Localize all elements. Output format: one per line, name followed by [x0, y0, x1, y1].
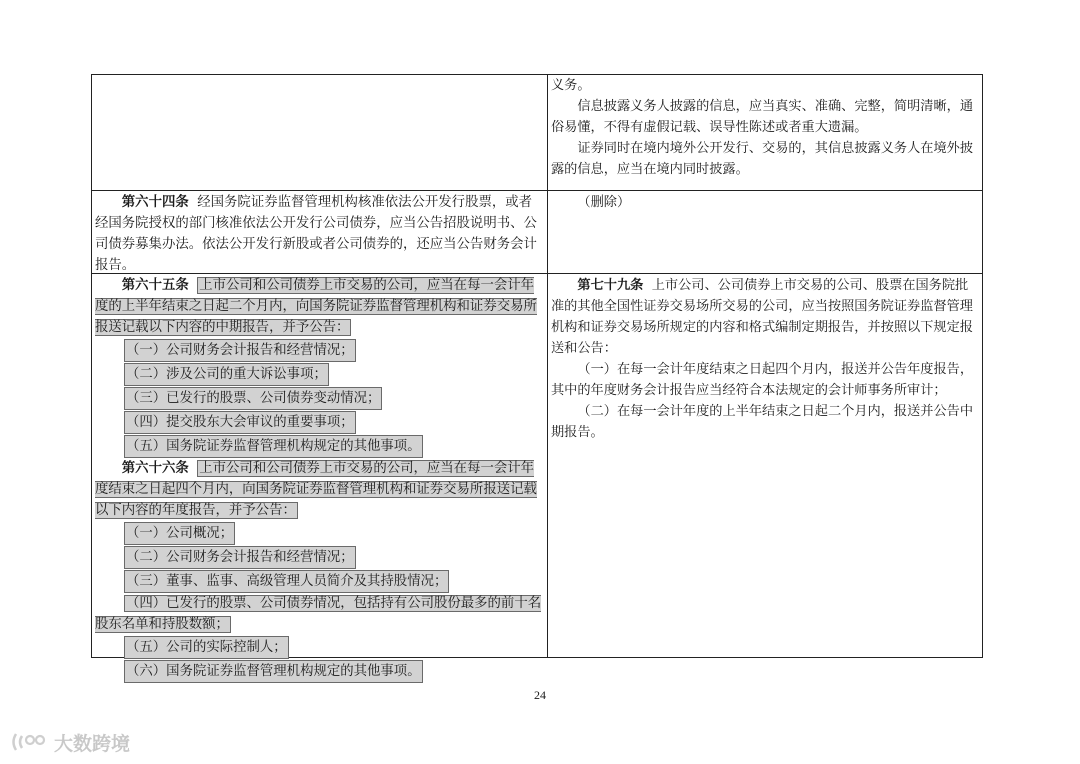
article-79-title: 第七十九条	[577, 278, 644, 293]
right-top-cell	[549, 75, 981, 180]
deleted-cell	[549, 192, 981, 213]
watermark	[10, 728, 130, 756]
article-66-item-2: （二）公司财务会计报告和经营情况；	[124, 546, 356, 569]
article-64-text	[95, 192, 543, 276]
watermark-logo-icon	[10, 730, 50, 754]
continuation-text: 义务。	[551, 78, 591, 93]
article-65-item-4: （四）提交股东大会审议的重要事项；	[124, 411, 356, 434]
article-64-title: 第六十四条	[121, 194, 189, 210]
article-66-item-5: （五）公司的实际控制人；	[124, 636, 289, 659]
watermark-text: 大数跨境	[54, 732, 131, 755]
article-65-item-5: （五）国务院证券监督管理机构规定的其他事项。	[124, 435, 423, 458]
article-66-item-1: （一）公司概况；	[124, 522, 235, 545]
article-65-item-1: （一）公司财务会计报告和经营情况；	[124, 339, 356, 362]
article-65-item-3: （三）已发行的股票、公司债券变动情况；	[124, 387, 382, 410]
article-79-text	[551, 275, 979, 359]
article-65-title: 第六十五条	[121, 277, 189, 293]
article-66-text	[95, 458, 543, 521]
page-number: 24	[534, 688, 546, 702]
article-79-body: 上市公司、公司债券上市交易的公司、股票在国务院批准的其他全国性证券交易场所交易的公司，应当按照国务院证券监督管理机构和证券交易场所规定的内容和格式编制定期报告，并按照以下规定报送和公告：	[551, 278, 973, 356]
deleted-note: （删除）	[577, 195, 631, 210]
article-79-item-2: （二）在每一会计年度的上半年结束之日起二个月内，报送并公告中期报告。	[551, 404, 974, 440]
article-64-body: 经国务院证券监督管理机构核准依法公开发行股票，或者经国务院授权的部门核准依法公开发行公司债券，应当公告招股说明书、公司债券募集办法。依法公开发行新股或者公司债券的，还应当公告财务会计报告。	[95, 195, 537, 273]
article-66-item-6: （六）国务院证券监督管理机构规定的其他事项。	[124, 660, 423, 683]
disclosure-paragraph-1: 信息披露义务人披露的信息，应当真实、准确、完整，简明清晰，通俗易懂，不得有虚假记载、误导性陈述或者重大遗漏。	[551, 99, 974, 135]
article-79-cell	[549, 275, 981, 443]
article-66-item-4: （四）已发行的股票、公司债券情况，包括持有公司股份最多的前十名股东名单和持股数额；	[95, 596, 542, 632]
article-65-text	[95, 275, 543, 338]
article-66-title: 第六十六条	[121, 460, 189, 476]
disclosure-paragraph-2: 证券同时在境内境外公开发行、交易的，其信息披露义务人在境外披露的信息，应当在境内同时披露。	[551, 141, 974, 177]
article-64-cell	[93, 192, 545, 276]
article-66-item-3: （三）董事、监事、高级管理人员简介及其持股情况；	[124, 570, 449, 593]
column-divider	[547, 74, 548, 658]
row-divider-1	[91, 190, 983, 191]
article-65-66-cell	[93, 275, 545, 683]
article-66-body: 上市公司和公司债券上市交易的公司，应当在每一会计年度结束之日起四个月内，向国务院证券监督管理机构和证券交易所报送记载以下内容的年度报告，并予公告：	[95, 461, 537, 518]
article-65-body: 上市公司和公司债券上市交易的公司，应当在每一会计年度的上半年结束之日起二个月内，向国务院证券监督管理机构和证券交易所报送记载以下内容的中期报告，并予公告：	[95, 278, 537, 335]
article-79-item-1: （一）在每一会计年度结束之日起四个月内，报送并公告年度报告，其中的年度财务会计报告应当经符合本法规定的会计师事务所审计；	[551, 362, 974, 398]
article-65-item-2: （二）涉及公司的重大诉讼事项；	[124, 363, 329, 386]
